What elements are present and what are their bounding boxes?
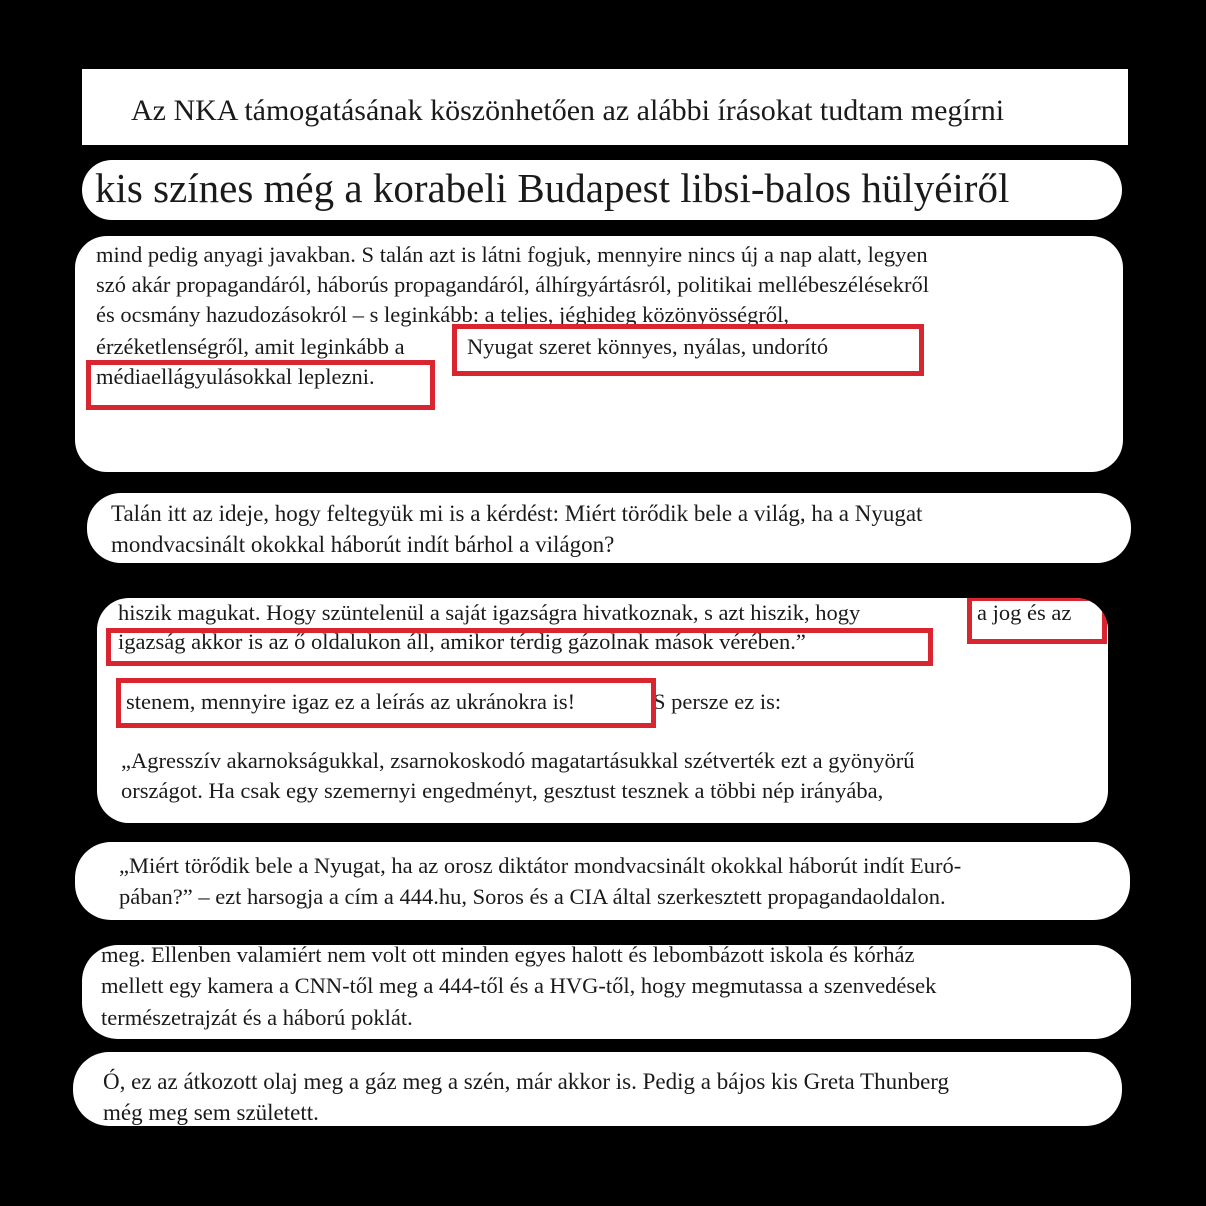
clip-line-highlighted: igazság akkor is az ő oldalukon áll, amikor térdig gázolnak mások vérében.”: [118, 629, 806, 654]
clip-line-highlighted: Nyugat szeret könnyes, nyálas, undorító: [467, 334, 829, 359]
clip-line: mind pedig anyagi javakban. S talán azt is látni fogjuk, mennyire nincs új a nap alatt, legyen: [96, 242, 928, 267]
clip-line-highlighted: médiaellágyulásokkal leplezni.: [96, 364, 375, 389]
red-highlight-box: [86, 360, 435, 410]
clip-line: Talán itt az ideje, hogy feltegyük mi is a kérdést: Miért törődik bele a világ, ha a Nyugat: [111, 501, 923, 526]
clip-line: mellett egy kamera a CNN-től meg a 444-től és a HVG-től, hogy megmutassa a szenvedések: [101, 973, 937, 998]
clip-propaganda-paragraph: [75, 236, 1123, 472]
clip-line-highlighted: stenem, mennyire igaz ez a leírás az ukránokra is!: [126, 689, 576, 714]
clip-444-headline: [75, 842, 1130, 920]
clip-line-highlighted: a jog és az: [977, 600, 1072, 625]
red-highlight-box: [452, 324, 924, 376]
clip-nka-support: [82, 69, 1128, 145]
clip-line: S persze ez is:: [653, 689, 782, 714]
clip-line: meg. Ellenben valamiért nem volt ott minden egyes halott és lebombázott iskola és kórház: [101, 945, 915, 967]
clip-line: „Agresszív akarnokságukkal, zsarnokoskodó magatartásukkal szétverték ezt a gyönyörű: [121, 748, 915, 773]
red-highlight-box: [116, 678, 656, 728]
clip-line: természetrajzát és a háború poklát.: [101, 1005, 413, 1030]
clip-line: mondvacsinált okokkal háborút indít bárhol a világon?: [111, 532, 615, 557]
clip-line: és ocsmány hazudozásokról – s leginkább: a teljes, jéghideg közönyösségről,: [96, 302, 789, 327]
clip-question-paragraph: [87, 493, 1131, 563]
clip-line: kis színes még a korabeli Budapest libsi-balos hülyéiről: [95, 165, 1010, 211]
clip-cnn-camera: [82, 945, 1131, 1039]
red-highlight-box: [967, 598, 1107, 644]
clip-justice-quote: [97, 598, 1108, 823]
clip-line: hiszik magukat. Hogy szüntelenül a saját igazságra hivatkoznak, s azt hiszik, hogy: [118, 600, 861, 625]
red-highlight-box: [106, 628, 933, 666]
clip-line: még meg sem született.: [103, 1100, 319, 1125]
clip-line: szó akár propagandáról, háborús propagandáról, álhírgyártásról, politikai mellébeszélésekről: [96, 272, 930, 297]
clip-line: „Miért törődik bele a Nyugat, ha az orosz diktátor mondvacsinált okokkal háborút indít Euró-: [119, 853, 962, 878]
clip-line: érzéketlenségről, amit leginkább a: [96, 334, 405, 359]
clip-budapest-headline: [82, 160, 1122, 220]
clip-line: pában?” – ezt harsogja a cím a 444.hu, Soros és a CIA által szerkesztett propagandaoldalon.: [119, 884, 946, 909]
clip-line: Az NKA támogatásának köszönhetően az alábbi írásokat tudtam megírni: [131, 94, 1005, 127]
clip-line: Ó, ez az átkozott olaj meg a gáz meg a szén, már akkor is. Pedig a bájos kis Greta Thunberg: [103, 1069, 950, 1094]
clip-line: országot. Ha csak egy szemernyi engedményt, gesztust tesznek a többi nép irányába,: [121, 778, 884, 803]
clip-greta-thunberg: [73, 1052, 1122, 1126]
